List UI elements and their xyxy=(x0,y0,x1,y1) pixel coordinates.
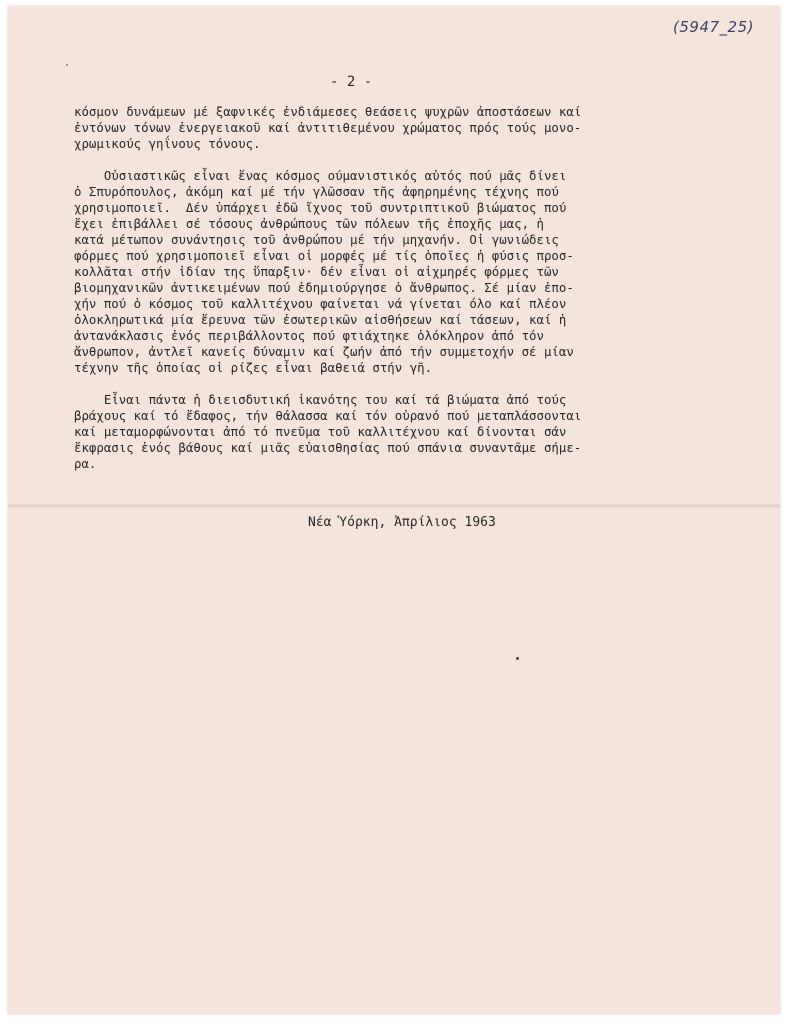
text-line: ἀντανάκλασις ἑνός περιβάλλοντος πού φτιάχτηκε ὁλόκληρον ἀπό τόν xyxy=(74,328,544,343)
text-line: ἐντόνων τόνων ἐνεργειακοῦ καί ἀντιτιθεμένου χρώματος πρός τούς μονο- xyxy=(74,120,582,135)
text-line: χήν πού ὁ κόσμος τοῦ καλλιτέχνου φαίνεται νά γίνεται όλο καί πλέον xyxy=(74,296,567,311)
text-line: καί μεταμορφώνονται ἀπό τό πνεῦμα τοῦ καλλιτέχνου καί δίνονται σάν xyxy=(74,424,567,439)
text-line: ὁλοκληρωτικά μία ἔρευνα τῶν ἐσωτερικῶν αἰσθήσεων καί τάσεων, καί ἡ xyxy=(74,312,567,327)
text-line: βιομηχανικῶν ἀντικειμένων πού ἐδημιούργησε ὁ ἄνθρωπος. Σέ μίαν ἐπο- xyxy=(74,280,574,295)
page-number: - 2 - xyxy=(330,74,373,90)
text-line: κολλᾶται στήν ἰδίαν της ὕπαρξιν· δέν εἶναι οἱ αἰχμηρές φόρμες τῶν xyxy=(74,264,559,279)
paragraph-1 xyxy=(74,104,714,152)
text-line: κατά μέτωπον συνάντησις τοῦ ἀνθρώπου μέ τήν μηχανήν. Οἱ γωνιώδεις xyxy=(74,232,559,247)
text-line: χρωμικούς γηΐνους τόνους. xyxy=(74,136,261,151)
text-line: χρησιμοποιεῖ. Δέν ὑπάρχει ἐδῶ ἴχνος τοῦ συντριπτικοῦ βιώματος πού xyxy=(74,200,567,215)
text-line: ρα. xyxy=(74,456,97,471)
paragraph-3 xyxy=(74,392,714,472)
paper-speck xyxy=(66,64,68,66)
text-line: τέχνην τῆς ὁποίας οἱ ρίζες εἶναι βαθειά στήν γῆ. xyxy=(74,360,433,375)
place-date-signature: Νέα Ὑόρκη, Ἀπρίλιος 1963 xyxy=(308,515,496,530)
text-line: ἔκφρασις ἑνός βάθους καί μιᾶς εὐαισθησίας πού σπάνια συναντᾶμε σήμε- xyxy=(74,440,582,455)
document-body xyxy=(74,104,714,488)
paper-speck xyxy=(516,657,519,660)
text-line: Εἶναι πάντα ἡ διεισδυτική ἱκανότης του καί τά βιώματα ἀπό τούς xyxy=(74,392,567,407)
text-line: ἄνθρωπον, ἀντλεῖ κανείς δύναμιν καί ζωήν ἀπό τήν συμμετοχήν σέ μίαν xyxy=(74,344,574,359)
text-line: ἔχει ἐπιβάλλει σέ τόσους ἀνθρώπους τῶν πόλεων τῆς ἐποχῆς μας, ἡ xyxy=(74,216,544,231)
paragraph-2 xyxy=(74,168,714,376)
text-line: φόρμες πού χρησιμοποιεῖ εἶναι οἱ μορφές μέ τίς ὁποῖες ἡ φύσις προσ- xyxy=(74,248,574,263)
text-line: βράχους καί τό ἔδαφος, τήν θάλασσα καί τόν οὐρανό πού μεταπλάσσονται xyxy=(74,408,582,423)
handwritten-reference: (5947_25) xyxy=(673,18,754,36)
document-page xyxy=(8,6,780,1014)
text-line: κόσμον δυνάμεων μέ ξαφνικές ἐνδιάμεσες θεάσεις ψυχρῶν ἀποστάσεων καί xyxy=(74,104,582,119)
paper-fold-crease xyxy=(8,503,780,509)
text-line: Οὐσιαστικῶς εἶναι ἕνας κόσμος ούμανιστικός αὐτός πού μᾶς δίνει xyxy=(74,168,567,183)
text-line: ὁ Σπυρόπουλος, ἀκόμη καί μέ τήν γλῶσσαν τῆς ἀφηρημένης τέχνης πού xyxy=(74,184,559,199)
